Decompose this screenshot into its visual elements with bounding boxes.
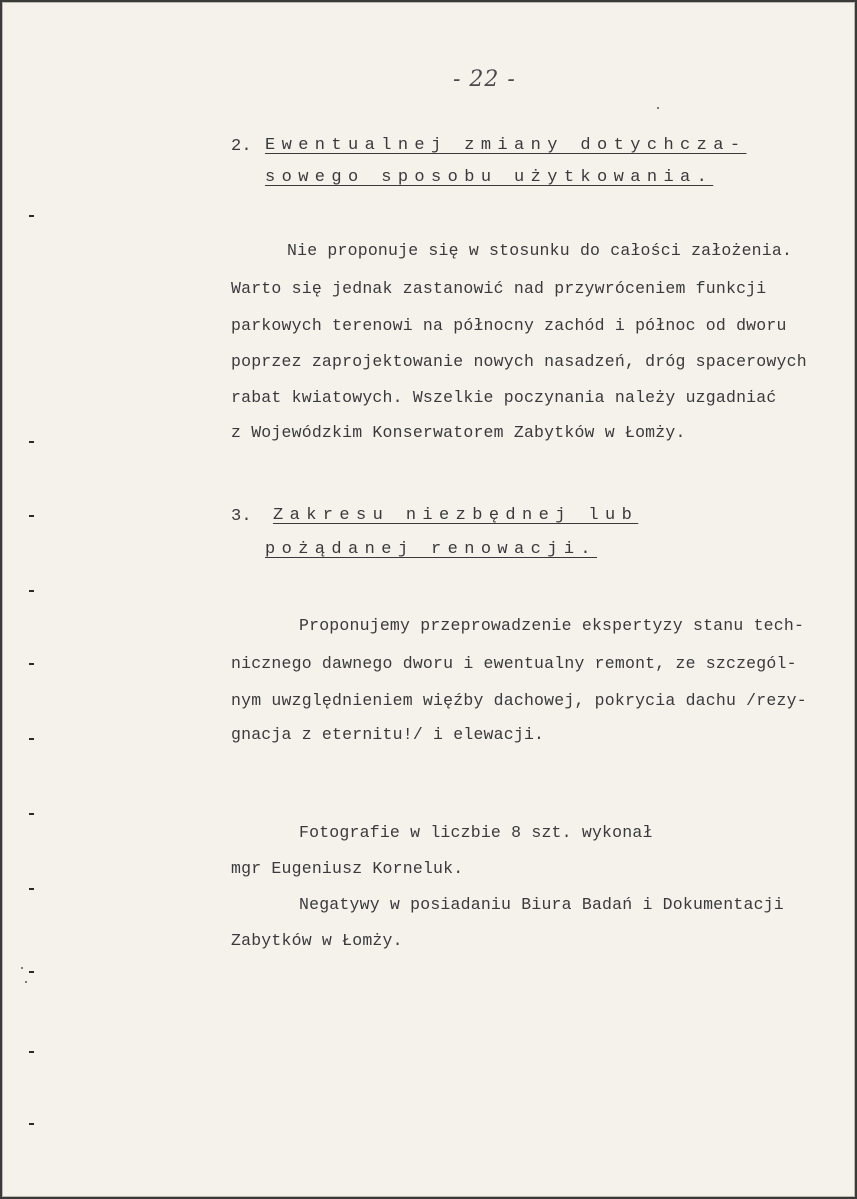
section-2-title-line-1: Ewentualnej zmiany dotychcza- — [265, 136, 747, 155]
section-3-paragraph-line: gnacja z eternitu!/ i elewacji. — [231, 725, 545, 744]
margin-mark — [29, 663, 34, 665]
document-page — [2, 2, 855, 1197]
margin-mark — [29, 590, 34, 592]
section-2-title-line-2: sowego sposobu użytkowania. — [265, 168, 714, 187]
section-2-paragraph-line: parkowych terenowi na północny zachód i północ od dworu — [231, 316, 787, 335]
section-3-paragraph-line: Proponujemy przeprowadzenie ekspertyzy stanu tech- — [299, 616, 805, 635]
paper-speck — [657, 107, 659, 109]
margin-mark — [29, 441, 34, 443]
section-3-paragraph-line: nym uwzględnieniem więźby dachowej, pokrycia dachu /rezy- — [231, 691, 807, 710]
section-3-title-line-2: pożądanej renowacji. — [265, 540, 598, 559]
margin-mark — [29, 515, 34, 517]
section-3-paragraph-line: nicznego dawnego dworu i ewentualny remont, ze szczegól- — [231, 654, 797, 673]
section-3-number: 3. — [231, 507, 252, 526]
margin-mark — [29, 215, 34, 217]
margin-mark — [29, 813, 34, 815]
section-2-paragraph-line: Nie proponuje się w stosunku do całości założenia. — [287, 241, 793, 260]
margin-mark — [29, 888, 34, 890]
photo-note-line: mgr Eugeniusz Korneluk. — [231, 859, 464, 878]
photo-note-line: Fotografie w liczbie 8 szt. wykonał — [299, 823, 653, 842]
margin-mark — [29, 971, 34, 973]
page-number: - 22 - — [453, 67, 516, 92]
photo-note-line: Zabytków w Łomży. — [231, 931, 403, 950]
section-2-paragraph-line: z Wojewódzkim Konserwatorem Zabytków w Łomży. — [231, 423, 686, 442]
margin-mark — [29, 1051, 34, 1053]
section-2-paragraph-line: rabat kwiatowych. Wszelkie poczynania należy uzgadniać — [231, 388, 777, 407]
section-2-paragraph-line: poprzez zaprojektowanie nowych nasadzeń, dróg spacerowych — [231, 352, 807, 371]
paper-speck — [21, 967, 23, 969]
margin-mark — [29, 738, 34, 740]
section-2-paragraph-line: Warto się jednak zastanowić nad przywróceniem funkcji — [231, 279, 767, 298]
paper-speck — [25, 981, 27, 983]
section-3-title-line-1: Zakresu niezbędnej lub — [273, 506, 639, 525]
section-2-number: 2. — [231, 137, 252, 156]
margin-mark — [29, 1123, 34, 1125]
photo-note-line: Negatywy w posiadaniu Biura Badań i Dokumentacji — [299, 895, 784, 914]
